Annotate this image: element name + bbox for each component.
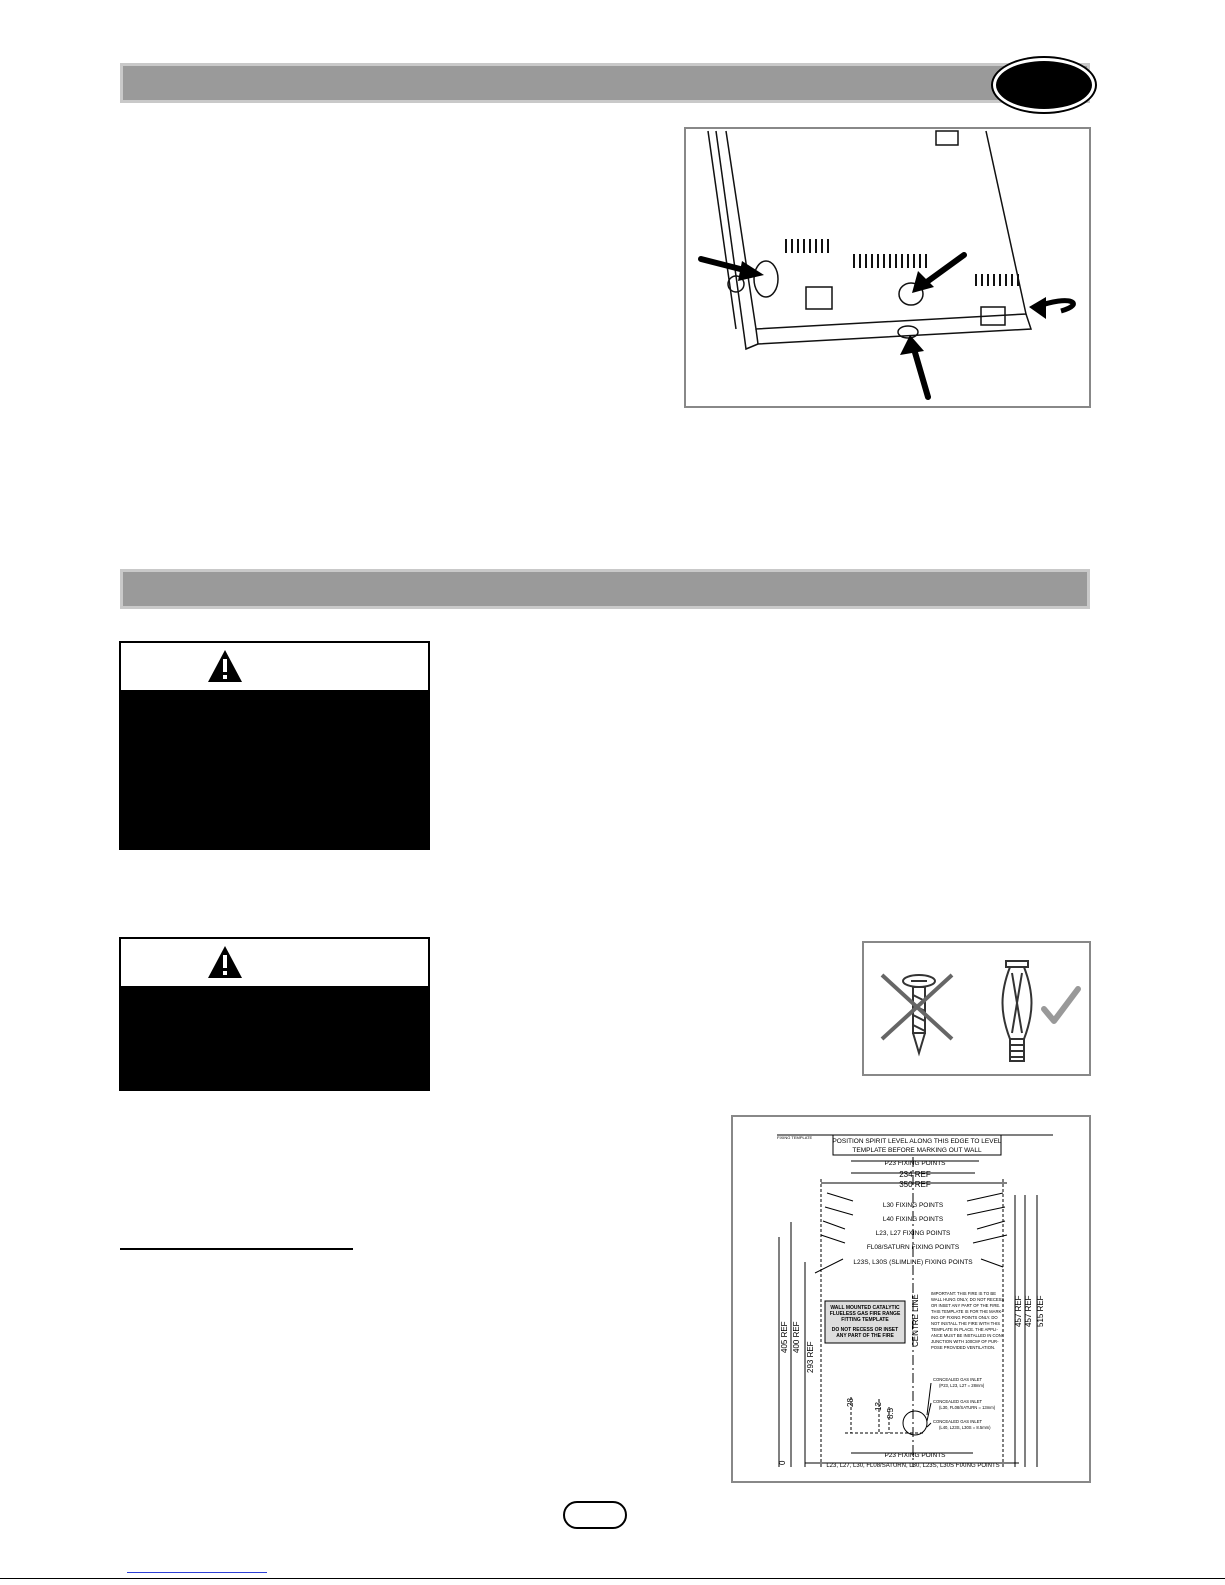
dim-234-label: 234 REF — [899, 1170, 931, 1179]
fl08-fixing-label: FL08/SATURN FIXING POINTS — [866, 1244, 960, 1251]
section-header-bar-1 — [120, 63, 1090, 103]
dim-515-label: 515 REF — [1036, 1295, 1045, 1327]
template-box-line-3: FITTING TEMPLATE — [841, 1317, 889, 1323]
important-note-line: NOT INSTALL THE FIRE WITH THIS — [931, 1321, 1001, 1326]
p23-fixing-bottom-label: P23 FIXING POINTS — [884, 1452, 946, 1459]
fitting-template-drawing — [733, 1117, 1089, 1481]
dim-293-label: 293 REF — [806, 1341, 815, 1373]
warning-box-2 — [119, 937, 430, 1091]
l40-fixing-label: L40 FIXING POINTS — [882, 1216, 944, 1223]
l30-fixing-label: L30 FIXING POINTS — [882, 1202, 944, 1209]
important-note-line: IMPORTANT: THIS FIRE IS TO BE — [931, 1291, 996, 1296]
template-header-note: FIXING TEMPLATE — [777, 1135, 813, 1140]
template-box-line-1: WALL MOUNTED CATALYTIC — [830, 1305, 900, 1311]
appliance-rear-figure — [684, 127, 1091, 408]
centre-line-label: CENTRE LINE — [911, 1294, 920, 1347]
p23-fixing-label: P23 FIXING POINTS — [884, 1160, 946, 1167]
important-note-line: POSE PROVIDED VENTILATION. — [931, 1345, 996, 1350]
warning-box-1-header — [121, 643, 428, 690]
dim-400-label: 400 REF — [792, 1321, 801, 1353]
wall-fixing-comparison-figure — [862, 941, 1091, 1076]
all-fixing-bottom-label: L23, L27, L30, FL08/SATURN, L30, L23S, L30S FIXING POINTS — [826, 1463, 1000, 1469]
tick-icon — [1044, 989, 1078, 1021]
fitting-template-figure — [731, 1115, 1091, 1483]
l23-l27-fixing-label: L23, L27 FIXING POINTS — [875, 1230, 951, 1237]
gas-inlet-sub-2: (L30, FL08/SATURN = 13mm) — [939, 1405, 996, 1410]
gas-inlet-sub-1: (P23, L23, L27 = 28mm) — [939, 1383, 985, 1388]
footer-rule — [0, 1578, 1225, 1579]
gas-inlet-label-3: CONCEALED GAS INLET — [933, 1419, 983, 1424]
dim-28-label: 28 — [846, 1398, 855, 1407]
template-box-line-5: ANY PART OF THE FIRE — [836, 1333, 894, 1339]
section-header-bar-2 — [120, 569, 1090, 609]
important-note-line: JUNCTION WITH 100CM² OF PUR- — [931, 1339, 999, 1344]
gas-inlet-label-1: CONCEALED GAS INLET — [933, 1377, 983, 1382]
warning-box-1 — [119, 641, 430, 850]
dim-350-label: 350 REF — [899, 1180, 931, 1189]
spirit-level-line-1: POSITION SPIRIT LEVEL ALONG THIS EDGE TO LEVEL — [832, 1138, 1002, 1145]
template-box-line-2: FLUELESS GAS FIRE RANGE — [829, 1311, 901, 1317]
cross-icon — [882, 975, 952, 1039]
important-note-line: ANCE MUST BE INSTALLED IN CON- — [931, 1333, 1004, 1338]
gas-inlet-sub-3: (L40, L23S, L30S = 8.5mm) — [939, 1425, 991, 1430]
cavity-fixing-drawing — [1003, 961, 1032, 1061]
warning-triangle-icon — [207, 649, 243, 683]
spirit-level-line-2: TEMPLATE BEFORE MARKING OUT WALL — [852, 1147, 982, 1154]
dim-457b-label: 457 REF — [1024, 1295, 1033, 1327]
important-note-line: TEMPLATE IN PLACE. THE APPLI- — [931, 1327, 998, 1332]
footer-link-underline[interactable] — [127, 1572, 267, 1573]
important-note-line: WALL HUNG ONLY, DO NOT RECESS — [931, 1297, 1005, 1302]
dim-zero-label: 0 — [778, 1460, 787, 1465]
page-number-pill — [563, 1501, 627, 1529]
important-note-line: THIS TEMPLATE IS FOR THE MARK- — [931, 1309, 1003, 1314]
wall-fixing-drawing — [864, 943, 1091, 1076]
important-note-line: ING OF FIXING POINTS ONLY. DO — [931, 1315, 998, 1320]
dim-405-label: 405 REF — [780, 1321, 789, 1353]
appliance-rear-drawing — [686, 129, 1091, 408]
dim-8-5-label: 8.5 — [886, 1407, 895, 1419]
dim-457a-label: 457 REF — [1014, 1295, 1023, 1327]
warning-triangle-icon — [207, 945, 243, 979]
section-badge — [993, 58, 1095, 112]
text-underline-rule — [120, 1248, 353, 1250]
gas-inlet-label-2: CONCEALED GAS INLET — [933, 1399, 983, 1404]
dim-13-label: 13 — [874, 1402, 883, 1411]
slimline-fixing-label: L23S, L30S (SLIMLINE) FIXING POINTS — [853, 1259, 973, 1266]
template-box-line-4: DO NOT RECESS OR INSET — [831, 1327, 899, 1333]
important-note-line: OR INSET ANY PART OF THE FIRE. — [931, 1303, 1001, 1308]
warning-box-2-header — [121, 939, 428, 986]
